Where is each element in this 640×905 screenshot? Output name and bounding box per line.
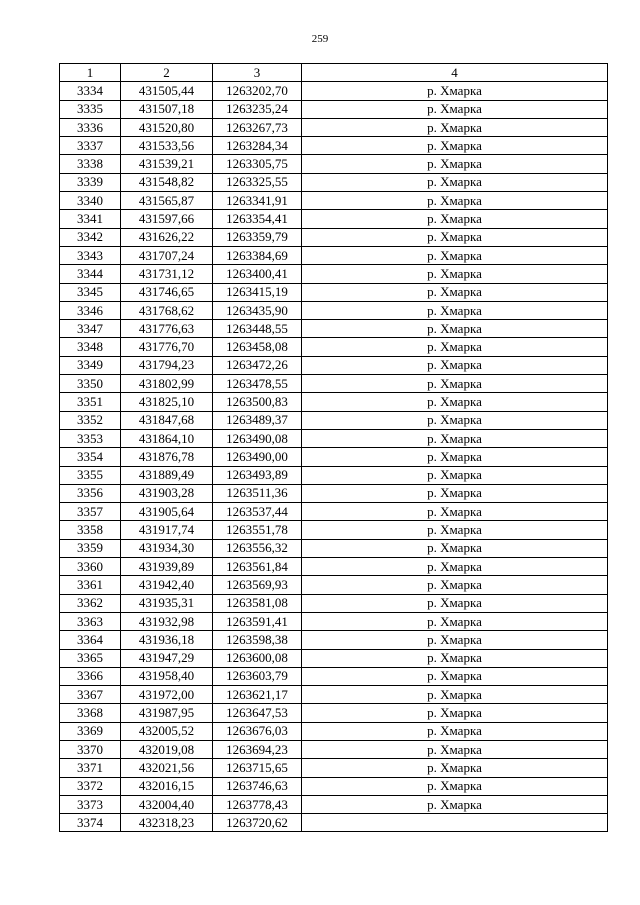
point-number-cell: 3370 xyxy=(60,740,121,758)
description-cell: р. Хмарка xyxy=(302,246,608,264)
x-coordinate-cell: 431507,18 xyxy=(121,100,213,118)
description-cell: р. Хмарка xyxy=(302,301,608,319)
table-row xyxy=(60,100,608,118)
y-coordinate-cell: 1263561,84 xyxy=(213,558,302,576)
description-cell: р. Хмарка xyxy=(302,631,608,649)
table-row xyxy=(60,82,608,100)
description-cell: р. Хмарка xyxy=(302,429,608,447)
point-number-cell: 3344 xyxy=(60,265,121,283)
header-col-2: 2 xyxy=(121,64,213,82)
y-coordinate-cell: 1263600,08 xyxy=(213,649,302,667)
y-coordinate-cell: 1263472,26 xyxy=(213,356,302,374)
table-row xyxy=(60,301,608,319)
x-coordinate-cell: 431505,44 xyxy=(121,82,213,100)
description-cell: р. Хмарка xyxy=(302,777,608,795)
point-number-cell: 3339 xyxy=(60,173,121,191)
description-cell: р. Хмарка xyxy=(302,466,608,484)
point-number-cell: 3351 xyxy=(60,393,121,411)
table-row xyxy=(60,429,608,447)
point-number-cell: 3361 xyxy=(60,576,121,594)
point-number-cell: 3357 xyxy=(60,503,121,521)
table-row xyxy=(60,393,608,411)
table-row xyxy=(60,539,608,557)
y-coordinate-cell: 1263621,17 xyxy=(213,686,302,704)
description-cell: р. Хмарка xyxy=(302,576,608,594)
table-row xyxy=(60,448,608,466)
table-row xyxy=(60,283,608,301)
x-coordinate-cell: 431847,68 xyxy=(121,411,213,429)
point-number-cell: 3334 xyxy=(60,82,121,100)
y-coordinate-cell: 1263569,93 xyxy=(213,576,302,594)
y-coordinate-cell: 1263746,63 xyxy=(213,777,302,795)
table-row xyxy=(60,411,608,429)
point-number-cell: 3364 xyxy=(60,631,121,649)
table-row xyxy=(60,356,608,374)
y-coordinate-cell: 1263489,37 xyxy=(213,411,302,429)
point-number-cell: 3362 xyxy=(60,594,121,612)
y-coordinate-cell: 1263591,41 xyxy=(213,612,302,630)
y-coordinate-cell: 1263694,23 xyxy=(213,740,302,758)
point-number-cell: 3359 xyxy=(60,539,121,557)
description-cell: р. Хмарка xyxy=(302,484,608,502)
point-number-cell: 3363 xyxy=(60,612,121,630)
x-coordinate-cell: 431876,78 xyxy=(121,448,213,466)
x-coordinate-cell: 432021,56 xyxy=(121,759,213,777)
point-number-cell: 3348 xyxy=(60,338,121,356)
table-row xyxy=(60,759,608,777)
y-coordinate-cell: 1263284,34 xyxy=(213,137,302,155)
point-number-cell: 3360 xyxy=(60,558,121,576)
point-number-cell: 3349 xyxy=(60,356,121,374)
y-coordinate-cell: 1263235,24 xyxy=(213,100,302,118)
x-coordinate-cell: 431942,40 xyxy=(121,576,213,594)
y-coordinate-cell: 1263537,44 xyxy=(213,503,302,521)
x-coordinate-cell: 431936,18 xyxy=(121,631,213,649)
table-row xyxy=(60,631,608,649)
point-number-cell: 3371 xyxy=(60,759,121,777)
x-coordinate-cell: 431825,10 xyxy=(121,393,213,411)
table-row xyxy=(60,649,608,667)
description-cell: р. Хмарка xyxy=(302,375,608,393)
point-number-cell: 3356 xyxy=(60,484,121,502)
x-coordinate-cell: 431768,62 xyxy=(121,301,213,319)
x-coordinate-cell: 431520,80 xyxy=(121,118,213,136)
description-cell: р. Хмарка xyxy=(302,100,608,118)
point-number-cell: 3347 xyxy=(60,320,121,338)
table-row xyxy=(60,228,608,246)
y-coordinate-cell: 1263341,91 xyxy=(213,192,302,210)
point-number-cell: 3355 xyxy=(60,466,121,484)
table-row xyxy=(60,740,608,758)
description-cell: р. Хмарка xyxy=(302,137,608,155)
y-coordinate-cell: 1263511,36 xyxy=(213,484,302,502)
x-coordinate-cell: 431905,64 xyxy=(121,503,213,521)
y-coordinate-cell: 1263478,55 xyxy=(213,375,302,393)
description-cell: р. Хмарка xyxy=(302,759,608,777)
table-row xyxy=(60,338,608,356)
y-coordinate-cell: 1263325,55 xyxy=(213,173,302,191)
description-cell: р. Хмарка xyxy=(302,393,608,411)
header-col-3: 3 xyxy=(213,64,302,82)
point-number-cell: 3352 xyxy=(60,411,121,429)
table-row xyxy=(60,576,608,594)
x-coordinate-cell: 431794,23 xyxy=(121,356,213,374)
x-coordinate-cell: 431539,21 xyxy=(121,155,213,173)
y-coordinate-cell: 1263400,41 xyxy=(213,265,302,283)
point-number-cell: 3358 xyxy=(60,521,121,539)
x-coordinate-cell: 431889,49 xyxy=(121,466,213,484)
description-cell: р. Хмарка xyxy=(302,667,608,685)
description-cell: р. Хмарка xyxy=(302,265,608,283)
x-coordinate-cell: 431972,00 xyxy=(121,686,213,704)
point-number-cell: 3336 xyxy=(60,118,121,136)
table-row xyxy=(60,795,608,813)
table-row xyxy=(60,265,608,283)
description-cell: р. Хмарка xyxy=(302,539,608,557)
table-row xyxy=(60,210,608,228)
y-coordinate-cell: 1263715,65 xyxy=(213,759,302,777)
x-coordinate-cell: 431533,56 xyxy=(121,137,213,155)
y-coordinate-cell: 1263435,90 xyxy=(213,301,302,319)
y-coordinate-cell: 1263556,32 xyxy=(213,539,302,557)
point-number-cell: 3369 xyxy=(60,722,121,740)
point-number-cell: 3345 xyxy=(60,283,121,301)
point-number-cell: 3373 xyxy=(60,795,121,813)
page-number: 259 xyxy=(311,33,329,45)
description-cell: р. Хмарка xyxy=(302,704,608,722)
description-cell: р. Хмарка xyxy=(302,558,608,576)
description-cell: р. Хмарка xyxy=(302,228,608,246)
table-row xyxy=(60,722,608,740)
table-row xyxy=(60,686,608,704)
table-row xyxy=(60,375,608,393)
table-row xyxy=(60,118,608,136)
point-number-cell: 3337 xyxy=(60,137,121,155)
y-coordinate-cell: 1263359,79 xyxy=(213,228,302,246)
description-cell: р. Хмарка xyxy=(302,686,608,704)
point-number-cell: 3350 xyxy=(60,375,121,393)
x-coordinate-cell: 431731,12 xyxy=(121,265,213,283)
description-cell: р. Хмарка xyxy=(302,795,608,813)
point-number-cell: 3343 xyxy=(60,246,121,264)
point-number-cell: 3342 xyxy=(60,228,121,246)
point-number-cell: 3341 xyxy=(60,210,121,228)
point-number-cell: 3335 xyxy=(60,100,121,118)
y-coordinate-cell: 1263500,83 xyxy=(213,393,302,411)
table-row xyxy=(60,777,608,795)
x-coordinate-cell: 431802,99 xyxy=(121,375,213,393)
x-coordinate-cell: 431958,40 xyxy=(121,667,213,685)
description-cell xyxy=(302,814,608,832)
x-coordinate-cell: 431864,10 xyxy=(121,429,213,447)
description-cell: р. Хмарка xyxy=(302,503,608,521)
y-coordinate-cell: 1263415,19 xyxy=(213,283,302,301)
x-coordinate-cell: 432004,40 xyxy=(121,795,213,813)
point-number-cell: 3367 xyxy=(60,686,121,704)
table-header xyxy=(60,64,608,82)
y-coordinate-cell: 1263267,73 xyxy=(213,118,302,136)
y-coordinate-cell: 1263551,78 xyxy=(213,521,302,539)
description-cell: р. Хмарка xyxy=(302,521,608,539)
x-coordinate-cell: 431917,74 xyxy=(121,521,213,539)
description-cell: р. Хмарка xyxy=(302,448,608,466)
table-row xyxy=(60,814,608,832)
table-row xyxy=(60,192,608,210)
x-coordinate-cell: 432318,23 xyxy=(121,814,213,832)
table-row xyxy=(60,466,608,484)
x-coordinate-cell: 431548,82 xyxy=(121,173,213,191)
y-coordinate-cell: 1263384,69 xyxy=(213,246,302,264)
x-coordinate-cell: 432005,52 xyxy=(121,722,213,740)
header-row xyxy=(60,64,608,82)
point-number-cell: 3338 xyxy=(60,155,121,173)
x-coordinate-cell: 431935,31 xyxy=(121,594,213,612)
y-coordinate-cell: 1263354,41 xyxy=(213,210,302,228)
y-coordinate-cell: 1263448,55 xyxy=(213,320,302,338)
x-coordinate-cell: 432016,15 xyxy=(121,777,213,795)
description-cell: р. Хмарка xyxy=(302,82,608,100)
point-number-cell: 3354 xyxy=(60,448,121,466)
x-coordinate-cell: 431932,98 xyxy=(121,612,213,630)
table-row xyxy=(60,173,608,191)
point-number-cell: 3346 xyxy=(60,301,121,319)
description-cell: р. Хмарка xyxy=(302,411,608,429)
x-coordinate-cell: 431597,66 xyxy=(121,210,213,228)
y-coordinate-cell: 1263778,43 xyxy=(213,795,302,813)
table-row xyxy=(60,594,608,612)
description-cell: р. Хмарка xyxy=(302,594,608,612)
y-coordinate-cell: 1263202,70 xyxy=(213,82,302,100)
y-coordinate-cell: 1263581,08 xyxy=(213,594,302,612)
y-coordinate-cell: 1263603,79 xyxy=(213,667,302,685)
point-number-cell: 3340 xyxy=(60,192,121,210)
point-number-cell: 3368 xyxy=(60,704,121,722)
table-row xyxy=(60,521,608,539)
description-cell: р. Хмарка xyxy=(302,722,608,740)
table-body xyxy=(60,82,608,832)
table-row xyxy=(60,503,608,521)
point-number-cell: 3365 xyxy=(60,649,121,667)
description-cell: р. Хмарка xyxy=(302,320,608,338)
x-coordinate-cell: 431947,29 xyxy=(121,649,213,667)
x-coordinate-cell: 432019,08 xyxy=(121,740,213,758)
y-coordinate-cell: 1263720,62 xyxy=(213,814,302,832)
point-number-cell: 3366 xyxy=(60,667,121,685)
table-row xyxy=(60,155,608,173)
header-col-1: 1 xyxy=(60,64,121,82)
y-coordinate-cell: 1263598,38 xyxy=(213,631,302,649)
description-cell: р. Хмарка xyxy=(302,155,608,173)
x-coordinate-cell: 431776,63 xyxy=(121,320,213,338)
x-coordinate-cell: 431987,95 xyxy=(121,704,213,722)
table-row xyxy=(60,484,608,502)
x-coordinate-cell: 431934,30 xyxy=(121,539,213,557)
y-coordinate-cell: 1263490,08 xyxy=(213,429,302,447)
description-cell: р. Хмарка xyxy=(302,192,608,210)
x-coordinate-cell: 431746,65 xyxy=(121,283,213,301)
table-row xyxy=(60,320,608,338)
description-cell: р. Хмарка xyxy=(302,283,608,301)
x-coordinate-cell: 431939,89 xyxy=(121,558,213,576)
point-number-cell: 3372 xyxy=(60,777,121,795)
y-coordinate-cell: 1263490,00 xyxy=(213,448,302,466)
table-row xyxy=(60,246,608,264)
coordinates-table xyxy=(59,63,608,832)
x-coordinate-cell: 431626,22 xyxy=(121,228,213,246)
y-coordinate-cell: 1263305,75 xyxy=(213,155,302,173)
point-number-cell: 3374 xyxy=(60,814,121,832)
description-cell: р. Хмарка xyxy=(302,338,608,356)
y-coordinate-cell: 1263676,03 xyxy=(213,722,302,740)
y-coordinate-cell: 1263458,08 xyxy=(213,338,302,356)
table-row xyxy=(60,667,608,685)
description-cell: р. Хмарка xyxy=(302,649,608,667)
description-cell: р. Хмарка xyxy=(302,356,608,374)
table-row xyxy=(60,558,608,576)
y-coordinate-cell: 1263493,89 xyxy=(213,466,302,484)
x-coordinate-cell: 431776,70 xyxy=(121,338,213,356)
description-cell: р. Хмарка xyxy=(302,173,608,191)
description-cell: р. Хмарка xyxy=(302,612,608,630)
y-coordinate-cell: 1263647,53 xyxy=(213,704,302,722)
table-row xyxy=(60,137,608,155)
description-cell: р. Хмарка xyxy=(302,210,608,228)
point-number-cell: 3353 xyxy=(60,429,121,447)
x-coordinate-cell: 431903,28 xyxy=(121,484,213,502)
x-coordinate-cell: 431565,87 xyxy=(121,192,213,210)
table-row xyxy=(60,612,608,630)
description-cell: р. Хмарка xyxy=(302,118,608,136)
description-cell: р. Хмарка xyxy=(302,740,608,758)
x-coordinate-cell: 431707,24 xyxy=(121,246,213,264)
header-col-4: 4 xyxy=(302,64,608,82)
table-row xyxy=(60,704,608,722)
